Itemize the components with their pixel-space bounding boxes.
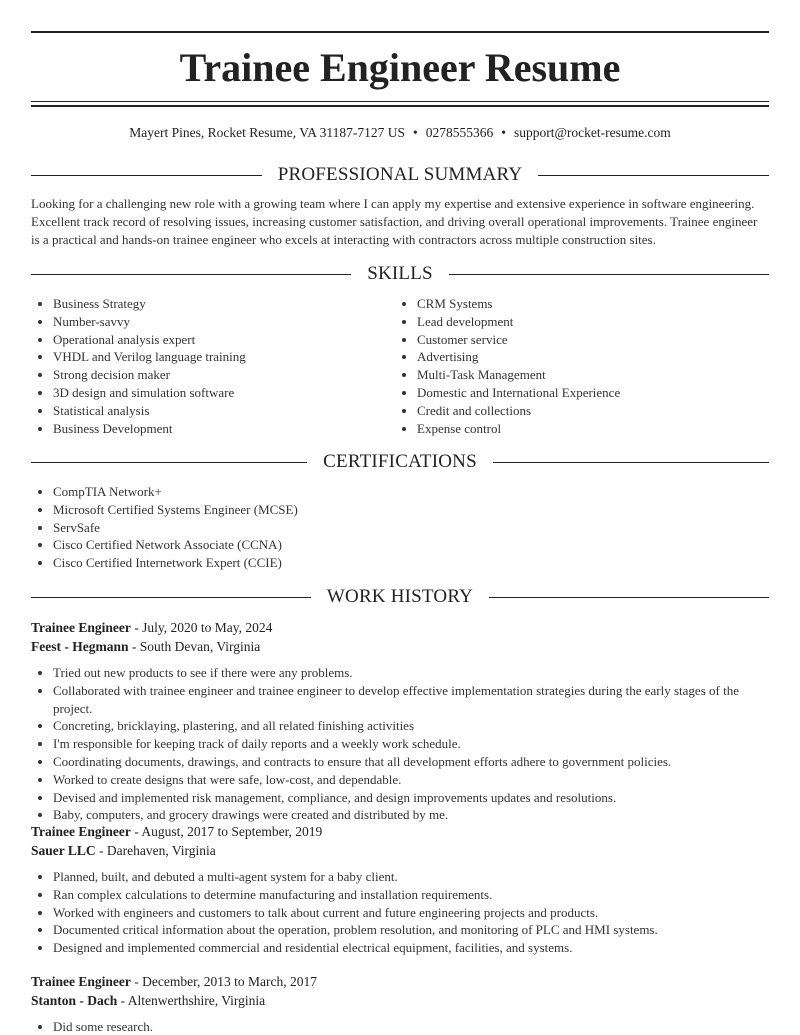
divider-line (489, 597, 769, 598)
job-title: Trainee Engineer (31, 824, 131, 839)
job-bullet: Coordinating documents, drawings, and contracts to ensure that all development efforts adhere to government policies. (31, 753, 769, 771)
job-bullet: Worked with engineers and customers to talk about current and future engineering projects and products. (31, 904, 769, 922)
job-dates: - December, 2013 to March, 2017 (130, 974, 318, 989)
divider-line (31, 274, 351, 275)
job-bullet: Concreting, bricklaying, plastering, and all related finishing activities (31, 717, 769, 735)
skill-item: Domestic and International Experience (395, 384, 769, 402)
divider-line (449, 274, 769, 275)
job-company: Sauer LLC (31, 843, 96, 858)
job-bullet: Planned, built, and debuted a multi-agent system for a baby client. (31, 868, 769, 886)
skill-item: Advertising (395, 348, 769, 366)
section-title: SKILLS (367, 263, 433, 284)
divider-line (538, 175, 769, 176)
skill-item: Business Strategy (31, 295, 395, 313)
job-entry (31, 972, 769, 1035)
section-title: WORK HISTORY (326, 586, 474, 607)
skills-list-left (31, 295, 395, 437)
skill-item: Business Development (31, 420, 395, 438)
job-dates: - July, 2020 to May, 2024 (130, 620, 273, 635)
title-rule-thin (31, 101, 769, 102)
skill-item: VHDL and Verilog language training (31, 348, 395, 366)
section-title: PROFESSIONAL SUMMARY (277, 164, 523, 185)
job-company-line (31, 991, 769, 1010)
job-title: Trainee Engineer (31, 974, 131, 989)
job-title-line (31, 822, 769, 841)
divider-line (31, 597, 311, 598)
certification-item: Cisco Certified Network Associate (CCNA) (31, 536, 769, 554)
title-rule-thick (31, 105, 769, 107)
skill-item: Operational analysis expert (31, 331, 395, 349)
job-bullet: Tried out new products to see if there were any problems. (31, 664, 769, 682)
skills-list-right (395, 295, 769, 437)
job-bullet: Worked to create designs that were safe, low-cost, and dependable. (31, 771, 769, 789)
skill-item: Customer service (395, 331, 769, 349)
job-bullet: Ran complex calculations to determine manufacturing and installation requirements. (31, 886, 769, 904)
divider-line (493, 462, 769, 463)
divider-line (31, 175, 262, 176)
job-company: Feest - Hegmann (31, 639, 129, 654)
skill-item: Lead development (395, 313, 769, 331)
skill-item: Statistical analysis (31, 402, 395, 420)
skill-item: 3D design and simulation software (31, 384, 395, 402)
job-location: - South Devan, Virginia (128, 639, 261, 654)
contact-line (31, 124, 769, 142)
contact-phone: 0278555366 (425, 125, 494, 140)
resume-title: Trainee Engineer Resume (179, 45, 621, 90)
bullet-separator: • (413, 125, 418, 140)
skill-item: Expense control (395, 420, 769, 438)
job-bullet: I'm responsible for keeping track of daily reports and a weekly work schedule. (31, 735, 769, 753)
section-heading-certifications (31, 450, 769, 474)
summary-text: Looking for a challenging new role with a growing team where I can apply my expertise and extensive experience in software engineering. Excellent track record of resolving issues, increasing customer satisfaction, and driving overall operational improvements. Trainee engineer is a practical and hands-on trainee engineer who excels at interacting with contractors across multiple construction sites. (31, 196, 758, 247)
section-heading-work-history (31, 585, 769, 609)
skill-item: Strong decision maker (31, 366, 395, 384)
contact-email: support@rocket-resume.com (513, 125, 671, 140)
job-bullet: Did some research. (31, 1018, 769, 1035)
job-bullets (31, 664, 769, 824)
certification-item: CompTIA Network+ (31, 483, 769, 501)
job-location: - Darehaven, Virginia (95, 843, 216, 858)
job-bullet: Collaborated with trainee engineer and trainee engineer to develop effective implementation strategies during the early stages of the project. (31, 682, 769, 718)
certifications-list (31, 483, 769, 572)
skill-item: Multi-Task Management (395, 366, 769, 384)
skill-item: Number-savvy (31, 313, 395, 331)
section-heading-summary (31, 163, 769, 187)
job-bullets (31, 1018, 769, 1035)
job-bullets (31, 868, 769, 957)
divider-line (31, 462, 307, 463)
job-title-line (31, 972, 769, 991)
certification-item: Microsoft Certified Systems Engineer (MCSE) (31, 501, 769, 519)
job-company-line (31, 637, 769, 656)
job-dates: - August, 2017 to September, 2019 (130, 824, 323, 839)
job-entry (31, 618, 769, 824)
section-title: CERTIFICATIONS (323, 451, 477, 472)
section-heading-skills (31, 262, 769, 286)
job-entry (31, 822, 769, 957)
job-location: - Altenwerthshire, Virginia (117, 993, 266, 1008)
certification-item: ServSafe (31, 519, 769, 537)
job-company: Stanton - Dach (31, 993, 118, 1008)
certification-item: Cisco Certified Internetwork Expert (CCIE) (31, 554, 769, 572)
skill-item: Credit and collections (395, 402, 769, 420)
job-bullet: Documented critical information about the operation, problem resolution, and monitoring of PLC and HMI systems. (31, 921, 769, 939)
job-bullet: Designed and implemented commercial and residential electrical equipment, facilities, and systems. (31, 939, 769, 957)
bullet-separator: • (501, 125, 506, 140)
job-company-line (31, 841, 769, 860)
job-bullet: Devised and implemented risk management, compliance, and design improvements updates and resolutions. (31, 789, 769, 807)
contact-address: Mayert Pines, Rocket Resume, VA 31187-7127 US (129, 125, 405, 140)
job-title: Trainee Engineer (31, 620, 131, 635)
top-rule (31, 31, 769, 33)
job-title-line (31, 618, 769, 637)
skill-item: CRM Systems (395, 295, 769, 313)
job-bullet: Baby, computers, and grocery drawings were created and distributed by me. (31, 806, 769, 824)
